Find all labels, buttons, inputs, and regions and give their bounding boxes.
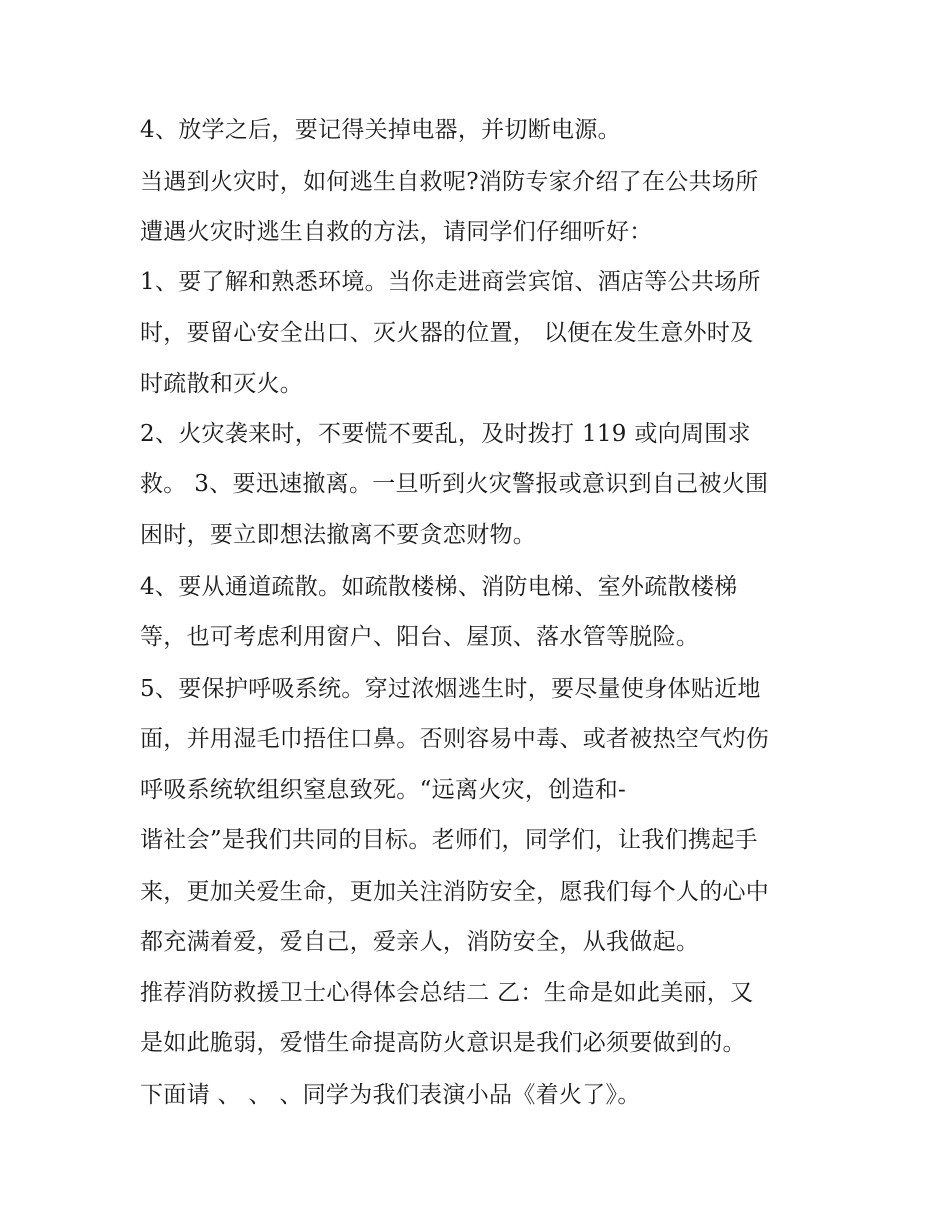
text-line: 5、要保护呼吸系统。穿过浓烟逃生时，要尽量使身体贴近地 [140, 676, 761, 702]
text-line: 等，也可考虑利用窗户、阳台、屋顶、落水管等脱险。 [140, 624, 700, 650]
text-line: 推荐消防救援卫士心得体会总结二 乙：生命是如此美丽，又 [140, 980, 754, 1006]
text-line: 4、放学之后，要记得关掉电器，并切断电源。 [140, 117, 621, 143]
text-line: 遭遇火灾时逃生自救的方法，请同学们仔细听好： [140, 219, 653, 245]
text-line: 当遇到火灾时，如何逃生自救呢?消防专家介绍了在公共场所 [140, 169, 759, 195]
text-line: 呼吸系统软组织窒息致死。“远离火灾，创造和- [140, 777, 627, 803]
text-line: 时疏散和灭火。 [140, 371, 304, 397]
text-line: 2、火灾袭来时，不要慌不要乱，及时拨打 119 或向周围求 [140, 421, 751, 447]
text-line: 困时，要立即想法撤离不要贪恋财物。 [140, 522, 537, 548]
text-line: 4、要从通道疏散。如疏散楼梯、消防电梯、室外疏散楼梯 [140, 574, 738, 600]
text-line: 谐社会”是我们共同的目标。老师们，同学们，让我们携起手 [140, 827, 758, 853]
text-line: 来，更加关爱生命，更加关注消防安全，愿我们每个人的心中 [140, 879, 770, 905]
text-line: 1、要了解和熟悉环境。当你走进商尝宾馆、酒店等公共场所 [140, 269, 761, 295]
text-line: 都充满着爱，爱自己，爱亲人，消防安全，从我做起。 [140, 929, 700, 955]
text-line: 面，并用湿毛巾捂住口鼻。否则容易中毒、或者被热空气灼伤 [140, 726, 770, 752]
text-line: 是如此脆弱，爱惜生命提高防火意识是我们必须要做到的。 [140, 1030, 746, 1056]
text-line: 救。 3、要迅速撤离。一旦听到火灾警报或意识到自己被火围 [140, 471, 769, 497]
text-line: 时，要留心安全出口、灭火器的位置， 以便在发生意外时及 [140, 320, 754, 346]
text-line: 下面请 、 、 、同学为我们表演小品《着火了》。 [140, 1082, 641, 1108]
